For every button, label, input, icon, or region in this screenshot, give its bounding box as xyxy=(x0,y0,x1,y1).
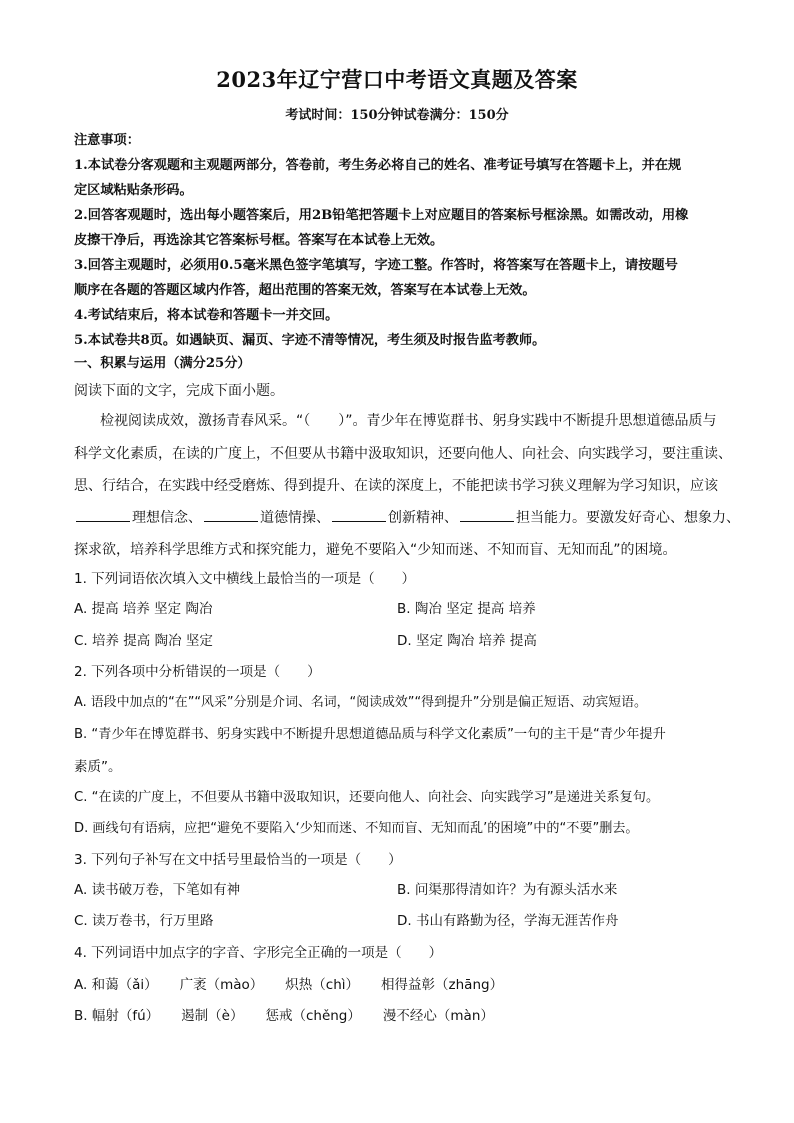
q2-option-d: D. 画线句有语病，应把“避免不要陷入‘少知而迷、不知而盲、无知而乱’的困境”中的“不要”删去。 xyxy=(74,821,639,836)
fill-blank-3 xyxy=(332,509,386,522)
fill-blank-1 xyxy=(76,509,130,522)
passage-line-1: 检视阅读成效，激扬青春风采。“（ ）”。青少年在博览群书、躬身实践中不断提升思想道德品质与 xyxy=(100,413,717,429)
q1-stem: 1. 下列词语依次填入文中横线上最恰当的一项是（ ） xyxy=(74,571,416,587)
page-title: 2023年辽宁营口中考语文真题及答案 xyxy=(216,67,578,92)
q3-stem: 3. 下列句子补写在文中括号里最恰当的一项是（ ） xyxy=(74,852,402,868)
q1-option-d: D. 坚定 陶冶 培养 提高 xyxy=(397,633,537,649)
q3-option-b: B. 问渠那得清如许？为有源头活水来 xyxy=(397,882,618,898)
notice-line-2: 定区域粘贴条形码。 xyxy=(74,183,193,198)
notice-line-4: 皮擦干净后，再选涂其它答案标号框。答案写在本试卷上无效。 xyxy=(74,233,444,248)
notice-heading: 注意事项： xyxy=(74,133,140,148)
notice-line-3: 2.回答客观题时，选出每小题答案后，用2B铅笔把答题卡上对应题目的答案标号框涂黑。如需改动，用橡 xyxy=(74,208,689,223)
notice-line-6: 顺序在各题的答题区域内作答，超出范围的答案无效，答案写在本试卷上无效。 xyxy=(74,283,536,298)
q3-option-d: D. 书山有路勤为径，学海无涯苦作舟 xyxy=(397,913,619,929)
notice-line-1: 1.本试卷分客观题和主观题两部分，答卷前，考生务必将自己的姓名、准考证号填写在答题卡上，并在规 xyxy=(74,158,682,173)
notice-line-5: 3.回答主观题时，必须用0.5毫米黑色签字笔填写，字迹工整。作答时，将答案写在答题卡上，请按题号 xyxy=(74,258,678,273)
notice-line-7: 4.考试结束后，将本试卷和答题卡一并交回。 xyxy=(74,308,339,323)
notice-line-8: 5.本试卷共8页。如遇缺页、漏页、字迹不清等情况，考生须及时报告监考教师。 xyxy=(74,333,546,348)
exam-time-info: 考试时间：150分钟试卷满分：150分 xyxy=(285,108,509,123)
passage-line-5: 探求欲，培养科学思维方式和探究能力，避免不要陷入“少知而迷、不知而盲、无知而乱”的困境。 xyxy=(74,542,677,558)
passage-line-3: 思、行结合，在实践中经受磨炼、得到提升、在读的深度上，不能把读书学习狭义理解为学习知识，应该 xyxy=(74,478,718,494)
q4-option-b: B. 幅射（fú） 遏制（è） 惩戒（chěng） 漫不经心（màn） xyxy=(74,1008,494,1024)
q1-option-c: C. 培养 提高 陶冶 坚定 xyxy=(74,633,213,649)
q2-option-a: A. 语段中加点的“在”“风采”分别是介词、名词，“阅读成效”“得到提升”分别是偏正短语、动宾短语。 xyxy=(74,695,647,710)
q1-option-b: B. 陶冶 坚定 提高 培养 xyxy=(397,601,536,617)
q2-option-b-line1: B. “青少年在博览群书、躬身实践中不断提升思想道德品质与科学文化素质”一句的主干是“青少年提升 xyxy=(74,727,666,742)
q1-option-a: A. 提高 培养 坚定 陶冶 xyxy=(74,601,213,617)
passage-line-4: 理想信念、 道德情操、 创新精神、 担当能力。要激发好奇心、想象力、 xyxy=(74,509,724,527)
q2-stem: 2. 下列各项中分析错误的一项是（ ） xyxy=(74,664,321,680)
q2-option-b-line2: 素质”。 xyxy=(74,759,122,775)
q3-option-c: C. 读万卷书，行万里路 xyxy=(74,913,214,929)
reading-instruction: 阅读下面的文字，完成下面小题。 xyxy=(74,383,284,399)
q4-option-a: A. 和蔼（ǎi） 广袤（mào） 炽热（chì） 相得益彰（zhāng） xyxy=(74,977,504,993)
fill-blank-2 xyxy=(204,509,258,522)
section-heading: 一、积累与运用（满分25分） xyxy=(74,356,251,371)
q4-stem: 4. 下列词语中加点字的字音、字形完全正确的一项是（ ） xyxy=(74,945,443,961)
fill-blank-4 xyxy=(460,509,514,522)
q2-option-c: C. “在读的广度上，不但要从书籍中汲取知识，还要向他人、向社会、向实践学习”是递进关系复句。 xyxy=(74,790,660,805)
q3-option-a: A. 读书破万卷，下笔如有神 xyxy=(74,882,241,898)
passage-line-2: 科学文化素质，在读的广度上，不但要从书籍中汲取知识，还要向他人、向社会、向实践学习，要注重读、 xyxy=(74,446,732,462)
